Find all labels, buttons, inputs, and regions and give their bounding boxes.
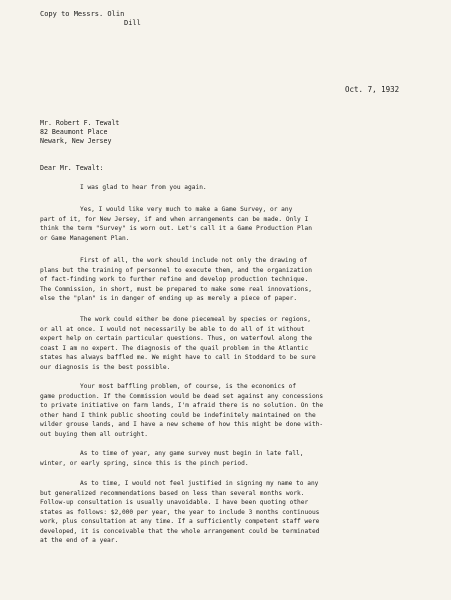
paragraph (40, 256, 396, 304)
letter-date: Oct. 7, 1932 (345, 85, 400, 94)
recipient-name: Mr. Robert F. Tewalt (40, 119, 120, 127)
paragraph-line: developed, it is conceivable that the whole arrangement could be terminated (40, 527, 320, 535)
paragraph-line: or all at once. I would not necessarily be able to do all of it without (40, 325, 305, 333)
paragraph-line: Your most baffling problem, of course, is the economics of (80, 383, 297, 390)
paragraph-line: game production. If the Commission would be dead set against any concessions (40, 392, 324, 400)
paragraph-line: The Commission, in short, must be prepared to make some real innovations, (40, 285, 312, 293)
paragraph (40, 183, 396, 193)
copy-line-1: Copy to Messrs. Olin (40, 10, 125, 18)
paragraph-line: to private initiative on farm lands, I'm afraid there is no solution. On the (40, 402, 324, 409)
recipient-street: 82 Beaumont Place (40, 128, 108, 136)
paragraph (40, 315, 396, 372)
paragraph-line: work, plus consultation at any time. If a sufficiently competent staff were (40, 518, 320, 525)
paragraph-line: states as follows: $2,000 per year, the year to include 3 months continuous (40, 508, 320, 516)
paragraph-line: Yes, I would like very much to make a Game Survey, or any (80, 206, 293, 213)
paragraph (40, 479, 396, 546)
paragraph-line: Follow-up consultation is usually unavoidable. I have been quoting other (40, 499, 309, 506)
paragraph-line: our diagnosis is the best possible. (40, 363, 171, 371)
paragraph-line: plans but the training of personnel to execute them, and the organization (40, 266, 312, 274)
paragraph-line: part of it, for New Jersey, if and when arrangements can be made. Only I (40, 215, 309, 223)
paragraph-line: think the term "Survey" is worn out. Let's call it a Game Production Plan (40, 225, 312, 232)
paragraph-line: other hand I think public shooting could be indefinitely maintained on the (40, 411, 316, 419)
paragraph-line: states has always baffled me. We might have to call in Stoddard to be sure (40, 354, 316, 361)
recipient-address (40, 119, 119, 146)
paragraph-line: at the end of a year. (40, 537, 119, 544)
paragraph-line: out buying them all outright. (40, 430, 149, 438)
paragraph-line: As to time, I would not feel justified in signing my name to any (80, 480, 319, 487)
paragraph (40, 205, 396, 243)
copy-line-2: Dill (124, 19, 141, 27)
paragraph-line: wilder grouse lands, and I have a new scheme of how this might be done with- (40, 421, 324, 428)
paragraph-line: coast I am no expert. The diagnosis of the quail problem in the Atlantic (40, 344, 309, 352)
salutation: Dear Mr. Tewalt: (40, 164, 104, 172)
paragraph-line: winter, or early spring, since this is the pinch period. (40, 459, 249, 467)
paragraph-line: As to time of year, any game survey must begin in late fall, (80, 450, 304, 457)
paragraph-line: expert help on certain particular questions. Thus, on waterfowl along the (40, 335, 312, 342)
paragraph-line: of fact-finding work to further refine and develop production technique. (40, 276, 309, 283)
paragraph-line: I was glad to hear from you again. (80, 184, 207, 191)
paragraph (40, 449, 396, 468)
paragraph (40, 382, 396, 439)
copy-notation (40, 10, 141, 28)
paragraph-line: or Game Management Plan. (40, 234, 130, 242)
paragraph-line: First of all, the work should include not only the drawing of (80, 257, 308, 264)
paragraph-line: else the "plan" is in danger of ending up as merely a piece of paper. (40, 295, 298, 302)
paragraph-line: The work could either be done piecemeal by species or regions, (80, 316, 311, 323)
recipient-city: Newark, New Jersey (40, 137, 112, 145)
paragraph-line: but generalized recommendations based on less than several months work. (40, 489, 305, 497)
